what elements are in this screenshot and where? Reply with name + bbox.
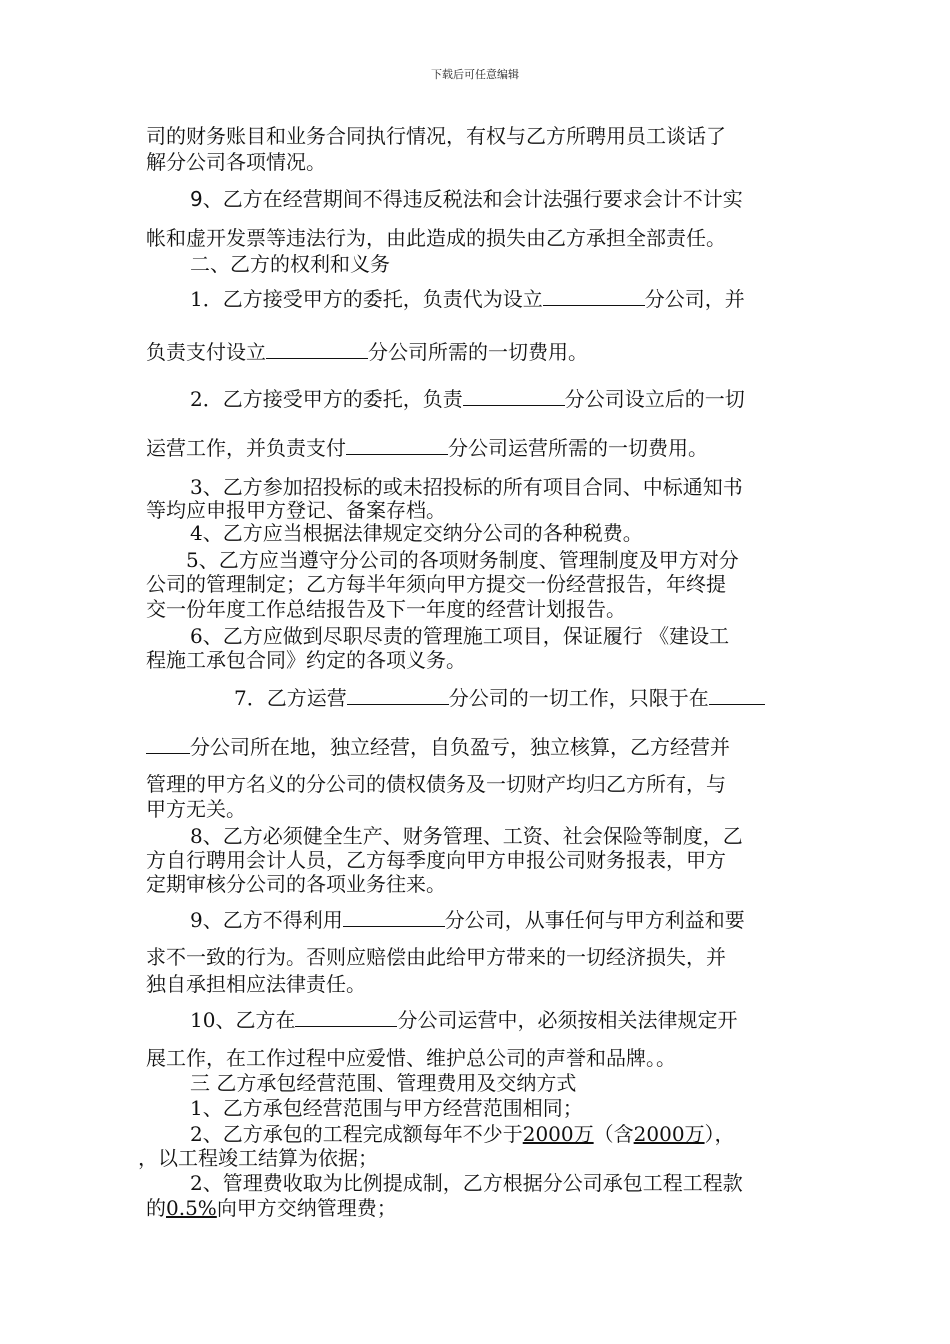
- page-header: 下载后可任意编辑: [431, 68, 519, 81]
- blank-field: [266, 340, 368, 359]
- paragraph-line: [146, 735, 730, 759]
- paragraph-line: 独自承担相应法律责任。: [146, 972, 366, 996]
- paragraph-line: 展工作，在工作过程中应爱惜、维护总公司的声誉和品牌。。: [146, 1046, 676, 1070]
- clause-text: 10、乙方在: [190, 1008, 296, 1032]
- paragraph-line: 程施工承包合同》约定的各项义务。: [146, 648, 466, 672]
- clause-text: 分公司运营中，必须按相关法律规定开: [397, 1008, 738, 1032]
- blank-field: [343, 908, 445, 927]
- blank-field: [295, 1008, 397, 1027]
- paragraph-line: [190, 908, 745, 932]
- section-heading: 三 乙方承包经营范围、管理费用及交纳方式: [190, 1071, 577, 1095]
- blank-field: [543, 287, 645, 306]
- amount-value: 2000万: [522, 1122, 594, 1146]
- clause-text: 2．乙方接受甲方的委托，负责: [190, 387, 463, 411]
- blank-field: [709, 686, 765, 705]
- paragraph-line: 交一份年度工作总结报告及下一年度的经营计划报告。: [146, 597, 626, 621]
- clause-number: 9: [190, 187, 203, 211]
- paragraph-line: [146, 436, 708, 460]
- paragraph-line: [190, 187, 743, 211]
- clause-text: 分公司所在地，独立经营，自负盈亏，独立核算，乙方经营并: [190, 735, 730, 759]
- clause-text: 2、乙方承包的工程完成额每年不少于: [190, 1122, 523, 1146]
- paragraph-line: 6、乙方应做到尽职尽责的管理施工项目，保证履行 《建设工: [190, 624, 730, 648]
- clause-text: 1．乙方接受甲方的委托，负责代为设立: [190, 287, 543, 311]
- paragraph-line: 管理的甲方名义的分公司的债权债务及一切财产均归乙方所有，与: [146, 772, 726, 796]
- paragraph-line: 4、乙方应当根据法律规定交纳分公司的各种税费。: [190, 521, 643, 545]
- clause-text: ），: [704, 1122, 735, 1146]
- clause-text: 、乙方在经营期间不得违反税法和会计法强行要求会计不计实: [202, 187, 743, 211]
- blank-field: [347, 686, 449, 705]
- percentage-value: 0.5%: [166, 1196, 217, 1220]
- clause-text: 分公司所需的一切费用。: [368, 340, 588, 364]
- paragraph-line: 2、管理费收取为比例提成制，乙方根据分公司承包工程工程款: [190, 1171, 743, 1195]
- paragraph-line: 等均应申报甲方登记、备案存档。: [146, 498, 446, 522]
- paragraph-line: ，以工程竣工结算为依据；: [138, 1146, 378, 1170]
- clause-text: 分公司运营所需的一切费用。: [448, 436, 708, 460]
- clause-text: 分公司，从事任何与甲方利益和要: [444, 908, 745, 932]
- paragraph-line: [190, 287, 745, 311]
- paragraph-line: 方自行聘用会计人员，乙方每季度向甲方申报公司财务报表，甲方: [146, 848, 726, 872]
- clause-text: 9、乙方不得利用: [190, 908, 343, 932]
- paragraph-line: 定期审核分公司的各项业务往来。: [146, 872, 446, 896]
- paragraph-line: 求不一致的行为。否则应赔偿由此给甲方带来的一切经济损失，并: [146, 945, 726, 969]
- paragraph-line: 5、乙方应当遵守分公司的各项财务制度、管理制度及甲方对分: [186, 548, 739, 572]
- clause-text: 向甲方交纳管理费；: [216, 1196, 397, 1220]
- paragraph-line: 1、乙方承包经营范围与甲方经营范围相同；: [190, 1096, 583, 1120]
- paragraph-line: 司的财务账目和业务合同执行情况，有权与乙方所聘用员工谈话了: [146, 124, 726, 148]
- paragraph-line: [146, 1196, 397, 1220]
- paragraph-line: 8、乙方必须健全生产、财务管理、工资、社会保险等制度，乙: [190, 824, 743, 848]
- clause-text: 分公司的一切工作，只限于在: [448, 686, 709, 710]
- clause-text: 运营工作，并负责支付: [146, 436, 346, 460]
- clause-text: 负责支付设立: [146, 340, 266, 364]
- paragraph-line: [190, 387, 745, 411]
- paragraph-line: 解分公司各项情况。: [146, 150, 326, 174]
- paragraph-line: 公司的管理制定；乙方每半年须向甲方提交一份经营报告，年终提: [146, 572, 726, 596]
- clause-text: 的: [146, 1196, 166, 1220]
- paragraph-line: 3、乙方参加招投标的或未招投标的所有项目合同、中标通知书: [190, 475, 743, 499]
- paragraph-line: [146, 340, 588, 364]
- blank-field: [146, 735, 190, 754]
- paragraph-line: [190, 1008, 737, 1032]
- paragraph-line: 甲方无关。: [146, 797, 246, 821]
- amount-value: 2000万: [633, 1122, 705, 1146]
- clause-text: 7．乙方运营: [234, 686, 347, 710]
- blank-field: [346, 436, 448, 455]
- section-heading: 二、乙方的权利和义务: [190, 252, 390, 276]
- blank-field: [463, 387, 565, 406]
- clause-text: （含: [593, 1122, 634, 1146]
- paragraph-line: [234, 686, 765, 710]
- clause-text: 分公司，并: [644, 287, 745, 311]
- paragraph-line: 帐和虚开发票等违法行为，由此造成的损失由乙方承担全部责任。: [146, 226, 726, 250]
- clause-text: 分公司设立后的一切: [564, 387, 745, 411]
- paragraph-line: [190, 1122, 735, 1146]
